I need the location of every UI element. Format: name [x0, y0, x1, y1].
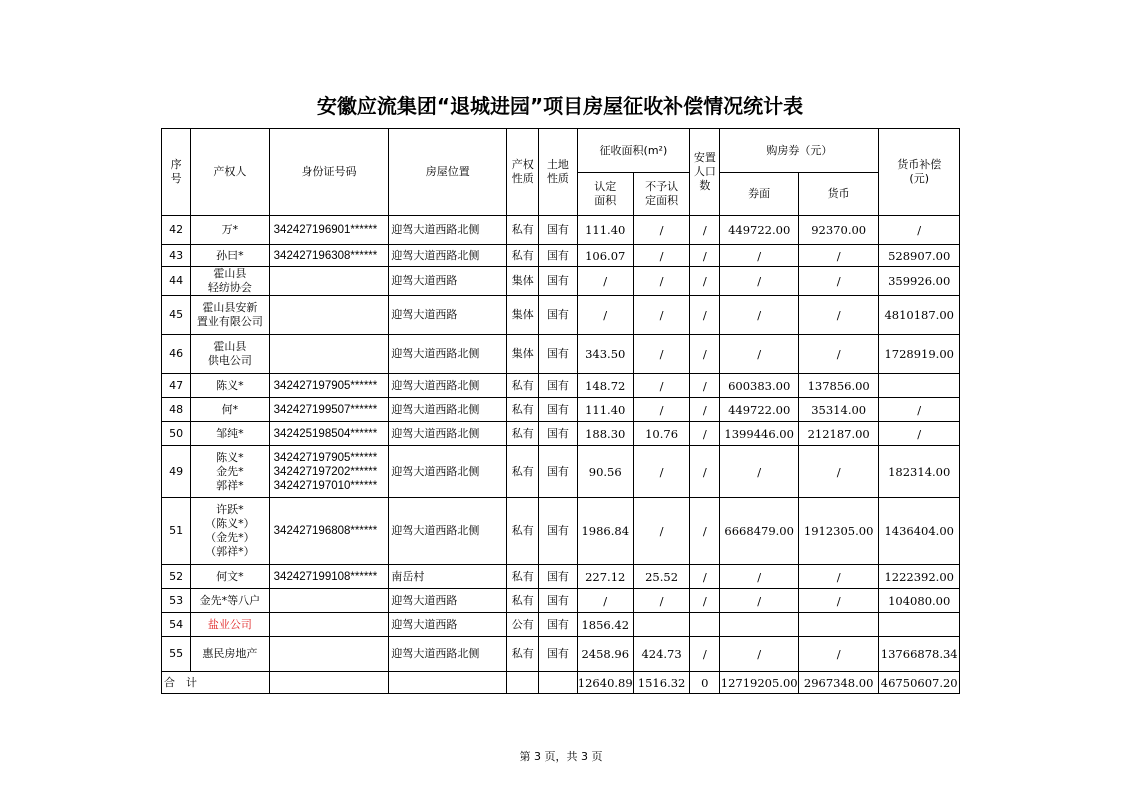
table-row [162, 565, 960, 589]
row-seq: 48 [162, 398, 191, 422]
row-owner-line: 金先* [216, 464, 244, 478]
row-seq: 46 [162, 335, 191, 374]
header-property-type: 产权性质 [507, 129, 539, 216]
row-owner-line: 陈义* [216, 378, 244, 392]
row-property-type: 私有 [507, 374, 539, 398]
row-owner [191, 398, 269, 422]
row-owner-line: 霍山县安新 [202, 301, 258, 314]
row-location: 迎驾大道西路北侧 [389, 446, 507, 498]
row-land-type: 国有 [539, 637, 577, 672]
row-cash-comp: 13766878.34 [879, 637, 960, 672]
row-area-recognized: / [577, 267, 633, 296]
row-area-recognized: 227.12 [577, 565, 633, 589]
row-voucher-cash: / [798, 296, 879, 335]
row-seq: 55 [162, 637, 191, 672]
table-row [162, 422, 960, 446]
row-owner-line: 金先*等八户 [199, 593, 261, 607]
row-cash-comp: 528907.00 [879, 245, 960, 267]
row-cash-comp: 4810187.00 [879, 296, 960, 335]
row-area-recognized: 2458.96 [577, 637, 633, 672]
row-resettle-pop: / [690, 296, 720, 335]
row-area-unrecognized: / [633, 589, 689, 613]
row-owner-line: 惠民房地产 [202, 647, 258, 660]
row-id-number [269, 565, 389, 589]
row-voucher-face: / [720, 565, 798, 589]
row-owner-line: 郭祥* [216, 478, 244, 492]
row-land-type: 国有 [539, 267, 577, 296]
row-voucher-face: / [720, 637, 798, 672]
row-property-type: 私有 [507, 398, 539, 422]
row-voucher-face [720, 613, 798, 637]
row-owner-line: 置业有限公司 [196, 315, 263, 328]
row-id-number-line: 342427196808****** [273, 525, 378, 537]
row-seq: 54 [162, 613, 191, 637]
row-resettle-pop: / [690, 245, 720, 267]
row-voucher-face: 449722.00 [720, 398, 798, 422]
row-owner [191, 422, 269, 446]
row-voucher-face: 600383.00 [720, 374, 798, 398]
row-owner [191, 374, 269, 398]
table-row [162, 446, 960, 498]
row-area-unrecognized: / [633, 335, 689, 374]
total-cash-comp: 46750607.20 [879, 672, 960, 694]
header-id-number: 身份证号码 [269, 129, 389, 216]
row-location: 迎驾大道西路 [389, 267, 507, 296]
row-id-number [269, 498, 389, 565]
header-voucher-face: 券面 [720, 173, 798, 216]
row-voucher-face: 449722.00 [720, 216, 798, 245]
row-seq: 51 [162, 498, 191, 565]
row-owner [191, 335, 269, 374]
row-id-number [269, 335, 389, 374]
total-empty [269, 672, 389, 694]
row-id-number [269, 216, 389, 245]
row-owner [191, 296, 269, 335]
row-land-type: 国有 [539, 216, 577, 245]
table-row [162, 296, 960, 335]
row-property-type: 私有 [507, 446, 539, 498]
row-id-number-line: 342427197905****** [273, 451, 378, 464]
row-owner-line: （陈义*） [205, 517, 255, 530]
page-title: 安徽应流集团“退城进园”项目房屋征收补偿情况统计表 [316, 94, 804, 118]
row-resettle-pop: / [690, 267, 720, 296]
row-voucher-face: 6668479.00 [720, 498, 798, 565]
row-voucher-face: / [720, 335, 798, 374]
row-land-type: 国有 [539, 335, 577, 374]
row-owner-line: （金先*） [205, 531, 255, 544]
row-owner-line: （郭祥*） [205, 545, 255, 558]
row-resettle-pop: / [690, 398, 720, 422]
row-id-number-line: 342427197202****** [273, 465, 378, 478]
row-id-number [269, 637, 389, 672]
row-owner [191, 498, 269, 565]
row-land-type: 国有 [539, 374, 577, 398]
row-seq: 50 [162, 422, 191, 446]
table-row [162, 637, 960, 672]
row-location: 迎驾大道西路北侧 [389, 335, 507, 374]
row-resettle-pop: / [690, 374, 720, 398]
row-land-type: 国有 [539, 498, 577, 565]
row-area-unrecognized: / [633, 398, 689, 422]
row-property-type: 私有 [507, 245, 539, 267]
row-resettle-pop: / [690, 565, 720, 589]
row-property-type: 私有 [507, 637, 539, 672]
row-seq: 42 [162, 216, 191, 245]
row-location: 迎驾大道西路 [389, 296, 507, 335]
row-owner-line: 霍山县 [213, 340, 247, 353]
row-voucher-cash: / [798, 637, 879, 672]
row-cash-comp: 1222392.00 [879, 565, 960, 589]
row-area-recognized: 148.72 [577, 374, 633, 398]
row-area-recognized: 111.40 [577, 398, 633, 422]
row-voucher-cash: / [798, 335, 879, 374]
row-area-unrecognized: / [633, 267, 689, 296]
row-seq: 52 [162, 565, 191, 589]
row-property-type: 私有 [507, 498, 539, 565]
row-cash-comp: 182314.00 [879, 446, 960, 498]
row-area-recognized: 90.56 [577, 446, 633, 498]
row-cash-comp: 104080.00 [879, 589, 960, 613]
total-area: 12640.89 [577, 672, 633, 694]
row-resettle-pop: / [690, 589, 720, 613]
row-id-number-line: 342425198504****** [273, 427, 378, 440]
header-area-unrecognized: 不予认定面积 [633, 173, 689, 216]
row-cash-comp: / [879, 422, 960, 446]
row-area-recognized: 188.30 [577, 422, 633, 446]
page-footer: 第 3 页，共 3 页 [519, 750, 603, 763]
row-area-recognized: 1856.42 [577, 613, 633, 637]
row-land-type: 国有 [539, 613, 577, 637]
row-owner-line: 轻纺协会 [207, 281, 252, 294]
header-cash-comp: 货币补偿(元) [879, 129, 960, 216]
row-id-number-line: 342427199507****** [273, 403, 378, 416]
row-voucher-cash: / [798, 446, 879, 498]
row-owner-line: 盐业公司 [207, 617, 252, 631]
total-empty [389, 672, 507, 694]
row-owner-line: 何* [221, 402, 239, 416]
row-area-recognized: / [577, 296, 633, 335]
table-row [162, 589, 960, 613]
row-location: 迎驾大道西路北侧 [389, 216, 507, 245]
row-location: 迎驾大道西路北侧 [389, 637, 507, 672]
row-id-number [269, 589, 389, 613]
total-voucher-cash: 2967348.00 [798, 672, 879, 694]
row-id-number [269, 422, 389, 446]
row-seq: 47 [162, 374, 191, 398]
row-property-type: 私有 [507, 589, 539, 613]
row-property-type: 私有 [507, 565, 539, 589]
row-resettle-pop: / [690, 637, 720, 672]
total-pop: 0 [690, 672, 720, 694]
total-voucher-face: 12719205.00 [720, 672, 798, 694]
row-area-recognized: 1986.84 [577, 498, 633, 565]
total-label: 合 计 [162, 672, 270, 694]
row-voucher-cash: / [798, 565, 879, 589]
table-row [162, 267, 960, 296]
total-unrecognized: 1516.32 [633, 672, 689, 694]
row-resettle-pop: / [690, 335, 720, 374]
row-property-type: 私有 [507, 216, 539, 245]
row-id-number [269, 398, 389, 422]
header-area-group: 征收面积(m²) [577, 129, 690, 173]
row-id-number-line: 342427197010****** [273, 479, 378, 492]
row-area-unrecognized: / [633, 446, 689, 498]
row-voucher-cash: 92370.00 [798, 216, 879, 245]
table-row [162, 398, 960, 422]
row-property-type: 公有 [507, 613, 539, 637]
row-voucher-face: 1399446.00 [720, 422, 798, 446]
row-voucher-cash [798, 613, 879, 637]
row-seq: 45 [162, 296, 191, 335]
header-area-recognized: 认定面积 [577, 173, 633, 216]
row-owner [191, 565, 269, 589]
row-voucher-face: / [720, 245, 798, 267]
row-area-unrecognized: / [633, 374, 689, 398]
row-id-number-line: 342427196901****** [273, 224, 378, 236]
row-voucher-cash: 137856.00 [798, 374, 879, 398]
row-owner-line: 何文* [216, 569, 244, 583]
row-area-unrecognized: / [633, 216, 689, 245]
compensation-table [161, 128, 960, 694]
row-id-number-line: 342427197905****** [273, 379, 378, 392]
row-area-recognized: 111.40 [577, 216, 633, 245]
row-owner-line: 万* [221, 223, 239, 236]
row-property-type: 集体 [507, 335, 539, 374]
row-id-number [269, 374, 389, 398]
row-voucher-cash: / [798, 589, 879, 613]
row-cash-comp: 1728919.00 [879, 335, 960, 374]
table-row [162, 498, 960, 565]
row-land-type: 国有 [539, 296, 577, 335]
row-owner [191, 637, 269, 672]
row-owner-line: 供电公司 [207, 354, 252, 367]
header-resettle-pop: 安置人口数 [690, 129, 720, 216]
row-resettle-pop: / [690, 216, 720, 245]
row-id-number [269, 446, 389, 498]
row-area-unrecognized: / [633, 498, 689, 565]
row-owner [191, 613, 269, 637]
row-owner-line: 陈义* [216, 450, 244, 464]
row-id-number [269, 613, 389, 637]
row-property-type: 私有 [507, 422, 539, 446]
table-row [162, 613, 960, 637]
header-location: 房屋位置 [389, 129, 507, 216]
row-area-unrecognized: 424.73 [633, 637, 689, 672]
row-owner [191, 446, 269, 498]
row-cash-comp: / [879, 398, 960, 422]
row-location: 迎驾大道西路北侧 [389, 398, 507, 422]
row-location: 南岳村 [389, 565, 507, 589]
row-land-type: 国有 [539, 565, 577, 589]
row-voucher-face: / [720, 267, 798, 296]
row-area-unrecognized: 10.76 [633, 422, 689, 446]
row-voucher-cash: / [798, 267, 879, 296]
row-land-type: 国有 [539, 422, 577, 446]
row-area-unrecognized [633, 613, 689, 637]
row-area-unrecognized: / [633, 245, 689, 267]
table-row [162, 374, 960, 398]
row-land-type: 国有 [539, 245, 577, 267]
row-seq: 53 [162, 589, 191, 613]
row-voucher-face: / [720, 296, 798, 335]
table-row [162, 335, 960, 374]
header-voucher-cash: 货币 [798, 173, 879, 216]
row-id-number-line: 342427196308****** [273, 249, 378, 262]
row-id-number [269, 245, 389, 267]
row-voucher-face: / [720, 589, 798, 613]
row-resettle-pop: / [690, 498, 720, 565]
row-voucher-cash: 35314.00 [798, 398, 879, 422]
row-property-type: 集体 [507, 267, 539, 296]
table-body [162, 216, 960, 672]
header-seq: 序号 [162, 129, 191, 216]
row-cash-comp [879, 613, 960, 637]
row-area-unrecognized: / [633, 296, 689, 335]
header-owner: 产权人 [191, 129, 269, 216]
row-area-recognized: / [577, 589, 633, 613]
row-location: 迎驾大道西路 [389, 589, 507, 613]
table-row [162, 216, 960, 245]
row-id-number [269, 267, 389, 296]
row-land-type: 国有 [539, 589, 577, 613]
row-resettle-pop [690, 613, 720, 637]
row-location: 迎驾大道西路 [389, 613, 507, 637]
row-cash-comp [879, 374, 960, 398]
row-location: 迎驾大道西路北侧 [389, 245, 507, 267]
row-resettle-pop: / [690, 422, 720, 446]
row-cash-comp: 1436404.00 [879, 498, 960, 565]
total-empty [507, 672, 539, 694]
row-voucher-cash: 1912305.00 [798, 498, 879, 565]
row-resettle-pop: / [690, 446, 720, 498]
row-id-number [269, 296, 389, 335]
row-owner [191, 245, 269, 267]
table-row [162, 245, 960, 267]
row-cash-comp: / [879, 216, 960, 245]
row-owner-line: 霍山县 [213, 267, 247, 280]
row-owner-line: 孙曰* [216, 248, 244, 262]
row-land-type: 国有 [539, 446, 577, 498]
header-voucher-group: 购房券（元） [720, 129, 879, 173]
header-land-type: 土地性质 [539, 129, 577, 216]
row-seq: 43 [162, 245, 191, 267]
row-owner-line: 许跃* [216, 503, 244, 516]
row-seq: 44 [162, 267, 191, 296]
row-voucher-cash: / [798, 245, 879, 267]
row-id-number-line: 342427199108****** [273, 570, 378, 583]
row-location: 迎驾大道西路北侧 [389, 498, 507, 565]
row-voucher-face: / [720, 446, 798, 498]
row-owner [191, 267, 269, 296]
total-row [162, 672, 960, 694]
row-property-type: 集体 [507, 296, 539, 335]
row-area-recognized: 343.50 [577, 335, 633, 374]
row-cash-comp: 359926.00 [879, 267, 960, 296]
row-area-unrecognized: 25.52 [633, 565, 689, 589]
total-empty [539, 672, 577, 694]
row-seq: 49 [162, 446, 191, 498]
row-location: 迎驾大道西路北侧 [389, 422, 507, 446]
row-area-recognized: 106.07 [577, 245, 633, 267]
row-owner [191, 589, 269, 613]
row-land-type: 国有 [539, 398, 577, 422]
row-owner [191, 216, 269, 245]
row-voucher-cash: 212187.00 [798, 422, 879, 446]
row-owner-line: 邹纯* [216, 426, 244, 440]
row-location: 迎驾大道西路北侧 [389, 374, 507, 398]
